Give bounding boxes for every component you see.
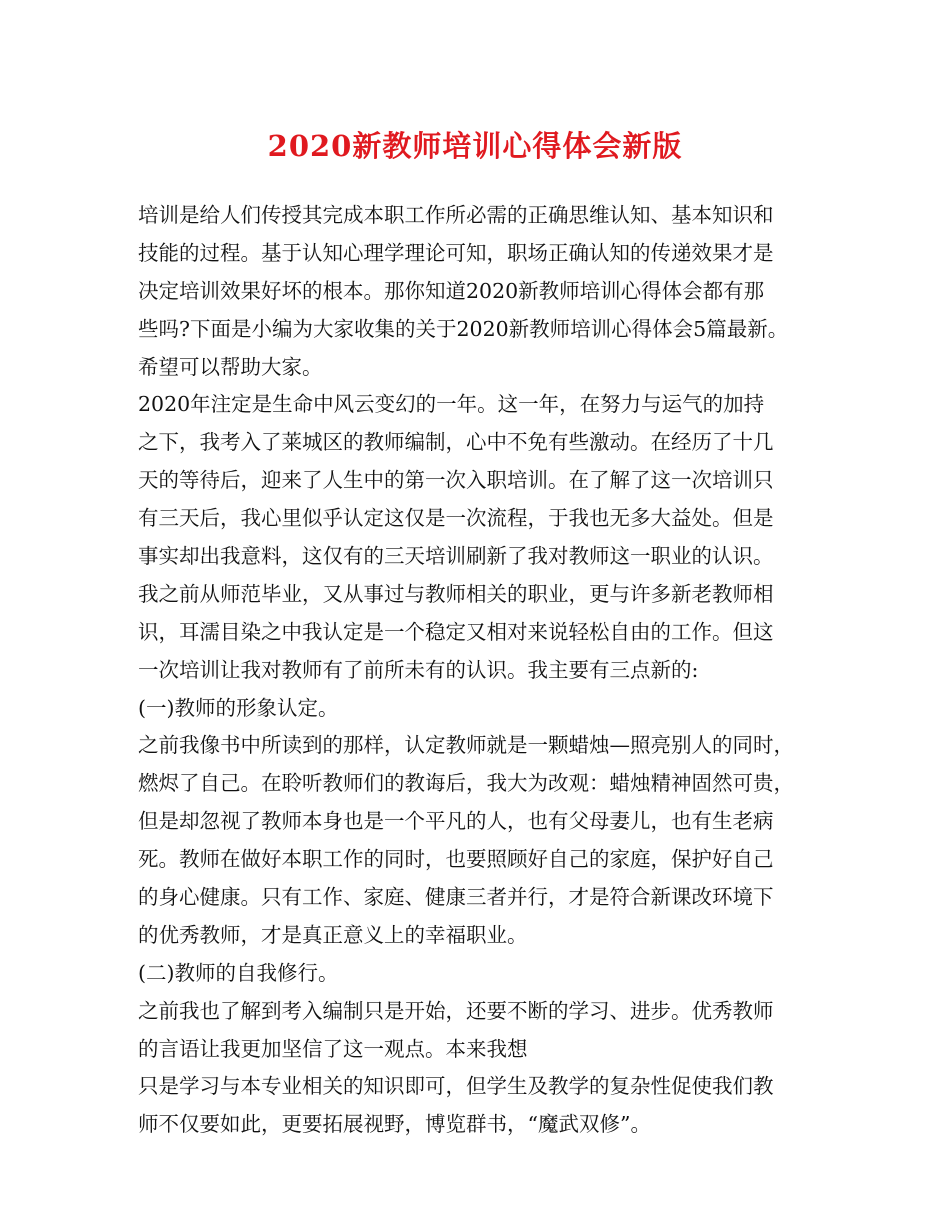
text-line: 些吗?下面是小编为大家收集的关于2020新教师培训心得体会5篇最新。 [138, 316, 789, 341]
text-line: 的身心健康。只有工作、家庭、健康三者并行，才是符合新课改环境下 [138, 885, 774, 910]
text-line: 我之前从师范毕业，又从事过与教师相关的职业，更与许多新老教师相 [138, 581, 774, 606]
text-line: 事实却出我意料，这仅有的三天培训刷新了我对教师这一职业的认识。 [138, 544, 774, 569]
text-line: 死。教师在做好本职工作的同时，也要照顾好自己的家庭，保护好自己 [138, 847, 774, 872]
text-line: 但是却忽视了教师本身也是一个平凡的人，也有父母妻儿，也有生老病 [138, 809, 774, 834]
text-line: 燃烬了自己。在聆听教师们的教诲后，我大为改观：蜡烛精神固然可贵， [138, 771, 794, 796]
text-line: 的言语让我更加坚信了这一观点。本来我想 [138, 1036, 528, 1061]
text-line: 之前我也了解到考入编制只是开始，还要不断的学习、进步。优秀教师 [138, 998, 774, 1023]
text-line: 之前我像书中所读到的那样，认定教师就是一颗蜡烛—照亮别人的同时， [138, 733, 794, 758]
text-line: 2020年注定是生命中风云变幻的一年。这一年，在努力与运气的加持 [138, 392, 765, 417]
text-line: 之下，我考入了莱城区的教师编制，心中不免有些激动。在经历了十几 [138, 430, 774, 455]
text-line: 天的等待后，迎来了人生中的第一次入职培训。在了解了这一次培训只 [138, 468, 774, 493]
document-body [138, 197, 818, 1144]
text-line: 一次培训让我对教师有了前所未有的认识。我主要有三点新的: [138, 657, 699, 682]
text-line: 的优秀教师，才是真正意义上的幸福职业。 [138, 922, 528, 947]
text-line: 有三天后，我心里似乎认定这仅是一次流程，于我也无多大益处。但是 [138, 506, 774, 531]
text-line: 识，耳濡目染之中我认定是一个稳定又相对来说轻松自由的工作。但这 [138, 619, 774, 644]
section-heading: (一)教师的形象认定。 [138, 695, 339, 720]
text-line: 培训是给人们传授其完成本职工作所必需的正确思维认知、基本知识和 [138, 203, 774, 227]
section-heading: (二)教师的自我修行。 [138, 960, 339, 985]
text-line: 决定培训效果好坏的根本。那你知道2020新教师培训心得体会都有那 [138, 278, 765, 303]
text-line: 师不仅要如此，更要拓展视野，博览群书，“魔武双修”。 [138, 1112, 651, 1137]
text-line: 希望可以帮助大家。 [138, 354, 323, 379]
document-title: 2020新教师培训心得体会新版 [267, 129, 683, 163]
text-line: 技能的过程。基于认知心理学理论可知，职场正确认知的传递效果才是 [138, 240, 774, 265]
text-line: 只是学习与本专业相关的知识即可，但学生及教学的复杂性促使我们教 [138, 1074, 774, 1099]
